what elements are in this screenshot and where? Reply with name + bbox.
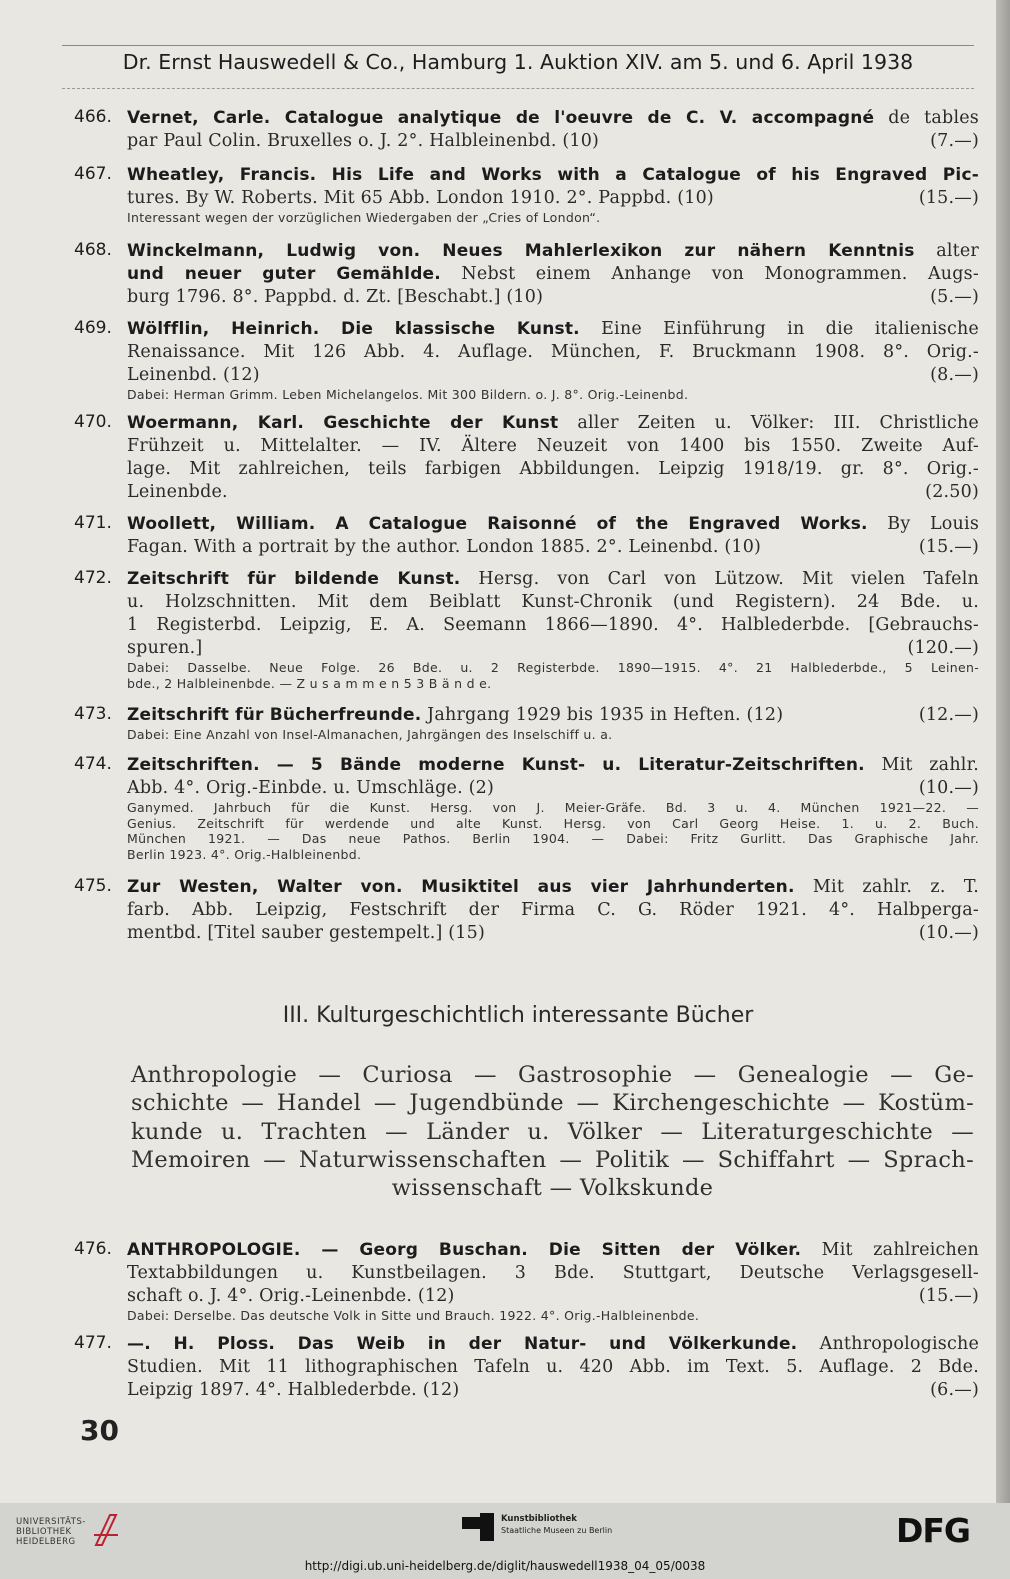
entry-note: München 1921. — Das neue Pathos. Berlin 1904. — Dabei: Fritz Gurlitt. Das Graphische Jahr.	[127, 831, 979, 846]
entry-line	[127, 637, 979, 660]
entry-title: —. H. Ploss. Das Weib in der Natur- und Völkerkunde.	[127, 1334, 798, 1354]
entry-line	[127, 568, 979, 591]
entry-number: 470.	[74, 412, 112, 432]
entry-line	[127, 187, 979, 210]
entry-title: Woollett, William. A Catalogue Raisonné of the Engraved Works.	[127, 514, 868, 534]
catalogue-entry	[74, 412, 979, 504]
entry-line	[127, 1356, 979, 1379]
dfg-logo: DFG	[896, 1511, 971, 1550]
entry-line	[127, 1239, 979, 1262]
topic-line: schichte — Handel — Jugendbünde — Kirchengeschichte — Kostüm-	[131, 1090, 974, 1117]
entry-line	[127, 435, 979, 458]
entry-title: ANTHROPOLOGIE. — Georg Buschan. Die Sitten der Völker.	[127, 1240, 802, 1260]
entry-price: (15.—)	[918, 188, 979, 208]
entry-text: Abb. 4°. Orig.-Einbde. u. Umschläge. (2)	[127, 778, 494, 798]
topic-line: kunde u. Trachten — Länder u. Völker — Literaturgeschichte —	[131, 1118, 974, 1145]
header-rule-top	[62, 45, 974, 46]
entry-note: Genius. Zeitschrift für werdende und alte Kunst. Hersg. von Carl Georg Heise. 1. u. 2. Buch.	[127, 815, 979, 831]
section-topics	[131, 1061, 974, 1202]
catalogue-entry	[74, 318, 979, 403]
entry-text: u. Holzschnitten. Mit dem Beiblatt Kunst-Chronik (und Registern). 24 Bde. u.	[127, 592, 979, 612]
entry-line	[127, 777, 979, 800]
entry-text: Nebst einem Anhange von Monogrammen. Augs-	[440, 264, 979, 284]
entry-number: 477.	[74, 1333, 112, 1353]
entry-price: (15.—)	[918, 537, 979, 557]
entry-line	[127, 318, 979, 341]
catalogue-entry	[74, 513, 979, 559]
entry-title: Wheatley, Francis. His Life and Works with a Catalogue of his Engraved Pic-	[127, 165, 979, 185]
entry-body	[127, 412, 979, 504]
entry-body	[127, 754, 979, 862]
entry-text: By Louis	[867, 514, 979, 534]
entry-text: 1 Registerbd. Leipzig, E. A. Seemann 1866—1890. 4°. Halblederbde. [Gebrauchs-	[127, 615, 979, 635]
entry-line	[127, 286, 979, 309]
entry-text: Anthropologische	[797, 1334, 980, 1354]
entry-text: alter	[914, 241, 979, 261]
entry-body	[127, 704, 979, 743]
entry-text: Mit zahlreichen	[801, 1240, 980, 1260]
page-number: 30	[80, 1414, 119, 1447]
entry-price: (6.—)	[930, 1380, 979, 1400]
entry-line	[127, 240, 979, 263]
entry-body	[127, 568, 979, 691]
entry-line	[127, 130, 979, 153]
entry-note: Dabei: Herman Grimm. Leben Michelangelos. Mit 300 Bildern. o. J. 8°. Orig.-Leinenbd.	[127, 387, 689, 402]
entry-line	[127, 1262, 979, 1285]
entry-price: (10.—)	[918, 923, 979, 943]
topic-line: Anthropologie — Curiosa — Gastrosophie — Genealogie — Ge-	[131, 1062, 974, 1088]
catalogue-entry	[74, 1333, 979, 1402]
entry-line	[127, 876, 979, 899]
catalogue-entry	[74, 164, 979, 226]
entry-body	[127, 240, 979, 309]
entry-line	[127, 107, 979, 130]
entry-line	[127, 513, 979, 536]
entry-number: 468.	[74, 240, 112, 260]
entry-line	[127, 591, 979, 614]
entry-line	[127, 899, 979, 922]
entry-line	[127, 263, 979, 286]
entry-text: Fagan. With a portrait by the author. London 1885. 2°. Leinenbd. (10)	[127, 537, 762, 557]
ub-heidelberg-logo-icon	[92, 1511, 120, 1549]
entry-number: 476.	[74, 1239, 112, 1259]
entry-note: Ganymed. Jahrbuch für die Kunst. Hersg. von J. Meier-Gräfe. Bd. 3 u. 4. München 1921—22. —	[127, 800, 979, 815]
catalogue-entry	[74, 107, 979, 153]
topic-line: Memoiren — Naturwissenschaften — Politik — Schiffahrt — Sprach-	[131, 1146, 974, 1173]
entry-number: 475.	[74, 876, 112, 896]
entry-text: Frühzeit u. Mittelalter. — IV. Ältere Neuzeit von 1400 bis 1550. Zweite Auf-	[127, 436, 979, 456]
entry-text: mentbd. [Titel sauber gestempelt.] (15)	[127, 923, 485, 943]
catalogue-entry	[74, 704, 979, 743]
entry-line	[127, 458, 979, 481]
entry-line	[127, 536, 979, 559]
entry-line	[127, 364, 979, 387]
entry-text: Textabbildungen u. Kunstbeilagen. 3 Bde. Stuttgart, Deutsche Verlagsgesell-	[127, 1263, 979, 1283]
catalogue-entry	[74, 240, 979, 309]
entry-title: Zeitschrift für Bücherfreunde.	[127, 705, 422, 725]
entry-title: Winckelmann, Ludwig von. Neues Mahlerlexikon zur nähern Kenntnis	[127, 241, 915, 261]
entry-price: (5.—)	[930, 287, 979, 307]
entry-title: Vernet, Carle. Catalogue analytique de l'oeuvre de C. V. accompagné	[127, 108, 875, 128]
ub-heidelberg-logo-text: UNIVERSITÄTS- BIBLIOTHEK HEIDELBERG	[16, 1517, 86, 1547]
entry-text: Leipzig 1897. 4°. Halblederbde. (12)	[127, 1380, 460, 1400]
entry-line	[127, 704, 979, 727]
entry-line	[127, 341, 979, 364]
kunstbibliothek-logo-icon	[460, 1511, 496, 1543]
entry-line	[127, 481, 979, 504]
entry-price: (2.50)	[925, 482, 979, 502]
entry-title: Zeitschrift für bildende Kunst.	[127, 569, 461, 589]
entry-text: aller Zeiten u. Völker: III. Christliche	[558, 413, 979, 433]
entry-text: Mit zahlr. z. T.	[794, 877, 979, 897]
catalogue-entry	[74, 568, 979, 691]
entry-text: Leinenbd. (12)	[127, 365, 260, 385]
entry-text: tures. By W. Roberts. Mit 65 Abb. London 1910. 2°. Pappbd. (10)	[127, 188, 714, 208]
entry-line	[127, 754, 979, 777]
entry-text: Hersg. von Carl von Lützow. Mit vielen Tafeln	[460, 569, 979, 589]
entry-text: Jahrgang 1929 bis 1935 in Heften. (12)	[421, 705, 784, 725]
entry-number: 466.	[74, 107, 112, 127]
page-edge-shadow	[996, 0, 1010, 1503]
entry-number: 474.	[74, 754, 112, 774]
entry-text: lage. Mit zahlreichen, teils farbigen Abbildungen. Leipzig 1918/19. gr. 8°. Orig.-	[127, 459, 979, 479]
entry-body	[127, 876, 979, 945]
catalogue-entry	[74, 876, 979, 945]
entry-line	[127, 164, 979, 187]
entry-line	[127, 1285, 979, 1308]
entry-title: Zur Westen, Walter von. Musiktitel aus vier Jahrhunderten.	[127, 877, 795, 897]
entry-note: Interessant wegen der vorzüglichen Wiedergaben der „Cries of London“.	[127, 210, 601, 225]
entry-title: Zeitschriften. — 5 Bände moderne Kunst- u. Literatur-Zeitschriften.	[127, 755, 865, 775]
entry-body	[127, 1333, 979, 1402]
entry-line	[127, 1379, 979, 1402]
entry-line	[127, 614, 979, 637]
entry-number: 472.	[74, 568, 112, 588]
entry-number: 473.	[74, 704, 112, 724]
entry-text: Mit zahlr.	[864, 755, 979, 775]
entry-price: (8.—)	[930, 365, 979, 385]
running-header: Dr. Ernst Hauswedell & Co., Hamburg 1. Auktion XIV. am 5. und 6. April 1938	[122, 50, 914, 74]
entry-price: (15.—)	[918, 1286, 979, 1306]
catalogue-entry	[74, 1239, 979, 1324]
entry-note: Dabei: Dasselbe. Neue Folge. 26 Bde. u. 2 Registerbde. 1890—1915. 4°. 21 Halblederbde., 5 Leinen-	[127, 660, 979, 675]
topic-line: wissenschaft — Volkskunde	[391, 1175, 714, 1202]
entry-body	[127, 164, 979, 226]
entry-title: Woermann, Karl. Geschichte der Kunst	[127, 413, 559, 433]
entry-body	[127, 1239, 979, 1324]
entry-note: Berlin 1923. 4°. Orig.-Halbleinenbd.	[127, 846, 362, 862]
entry-text: par Paul Colin. Bruxelles o. J. 2°. Halbleinenbd. (10)	[127, 131, 600, 151]
entry-text: Studien. Mit 11 lithographischen Tafeln u. 420 Abb. im Text. 5. Auflage. 2 Bde.	[127, 1357, 979, 1377]
entry-number: 469.	[74, 318, 112, 338]
entry-number: 471.	[74, 513, 112, 533]
entry-text: spuren.]	[127, 638, 203, 658]
entry-line	[127, 1333, 979, 1356]
permalink-url[interactable]: http://digi.ub.uni-heidelberg.de/diglit/hauswedell1938_04_05/0038	[304, 1559, 706, 1573]
entry-price: (7.—)	[930, 131, 979, 151]
entry-title: Wölfflin, Heinrich. Die klassische Kunst.	[127, 319, 580, 339]
kunstbibliothek-logo-text: Kunstbibliothek Staatliche Museen zu Berlin	[501, 1514, 613, 1535]
entry-note: Dabei: Derselbe. Das deutsche Volk in Sitte und Brauch. 1922. 4°. Orig.-Halbleinenbde.	[127, 1308, 700, 1323]
entry-text: burg 1796. 8°. Pappbd. d. Zt. [Beschabt.] (10)	[127, 287, 544, 307]
entry-text: Eine Einführung in die italienische	[579, 319, 979, 339]
catalogue-entry	[74, 754, 979, 862]
entry-title: und neuer guter Gemählde.	[127, 264, 441, 284]
entry-text: schaft o. J. 4°. Orig.-Leinenbde. (12)	[127, 1286, 455, 1306]
entry-body	[127, 513, 979, 559]
entry-line	[127, 412, 979, 435]
entry-text: Leinenbde.	[127, 482, 228, 502]
entry-text: farb. Abb. Leipzig, Festschrift der Firma C. G. Röder 1921. 4°. Halbperga-	[127, 900, 979, 920]
entry-line	[127, 922, 979, 945]
entry-text: de tables	[874, 108, 979, 128]
header-rule-bottom	[62, 88, 974, 89]
entry-text: Renaissance. Mit 126 Abb. 4. Auflage. München, F. Bruckmann 1908. 8°. Orig.-	[127, 342, 979, 362]
entry-price: (10.—)	[918, 778, 979, 798]
entry-price: (12.—)	[918, 705, 979, 725]
entry-price: (120.—)	[907, 638, 979, 658]
digitization-footer	[0, 1503, 1010, 1579]
entry-number: 467.	[74, 164, 112, 184]
section-title: III. Kulturgeschichtlich interessante Bücher	[282, 1003, 754, 1028]
entry-note: Dabei: Eine Anzahl von Insel-Almanachen, Jahrgängen des Inselschiff u. a.	[127, 727, 613, 742]
entry-note: bde., 2 Halbleinenbde. — Z u s a m m e n 5 3 B ä n d e.	[127, 675, 492, 691]
entry-body	[127, 318, 979, 403]
entry-body	[127, 107, 979, 153]
